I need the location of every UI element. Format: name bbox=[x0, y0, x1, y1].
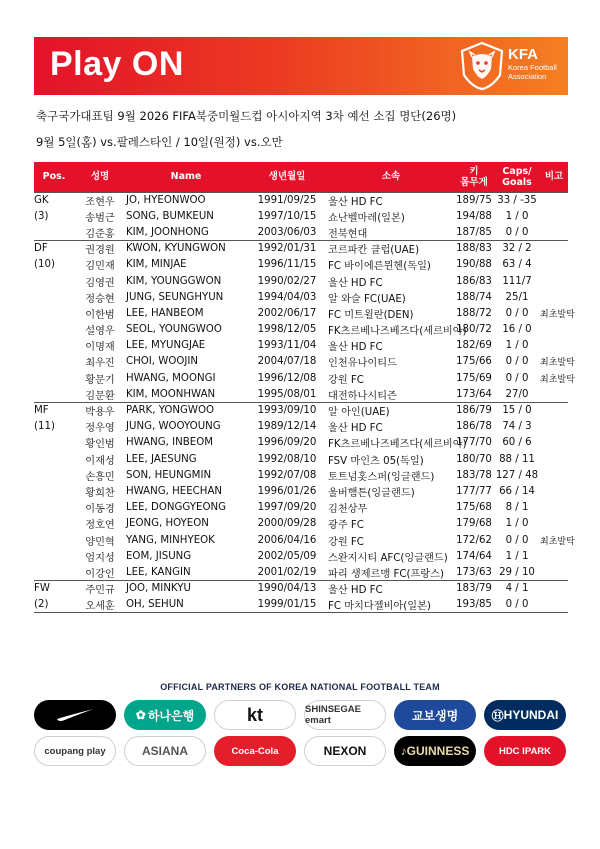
caps-goals-cell: 1 / 0 bbox=[505, 518, 529, 530]
name-cell: SON, HEUNGMIN bbox=[126, 469, 212, 481]
dob-cell: 2002/05/09 bbox=[257, 550, 317, 562]
dob-cell: 2001/02/19 bbox=[257, 566, 317, 578]
korean-name-cell: 이재성 bbox=[85, 455, 115, 467]
col-height-weight bbox=[454, 162, 494, 192]
position-cell: MF bbox=[34, 402, 74, 418]
caps-goals-cell: 88 / 11 bbox=[499, 453, 535, 465]
caps-goals-cell: 33 / -35 bbox=[494, 192, 540, 208]
kfa-name-line1: Korea Football bbox=[508, 63, 557, 72]
note-cell: 최초발탁 bbox=[540, 358, 575, 369]
height-weight-cell: 175/68 bbox=[456, 502, 492, 514]
height-weight-cell: 194/88 bbox=[456, 210, 492, 222]
nike-swoosh-icon bbox=[55, 707, 95, 723]
name-cell: KIM, MOONHWAN bbox=[126, 388, 216, 400]
korean-name-cell: 엄지성 bbox=[85, 552, 115, 564]
note-cell bbox=[540, 208, 568, 224]
note-cell bbox=[540, 241, 568, 257]
guinness-harp-icon: ♪ bbox=[400, 744, 407, 758]
korean-name-cell: 황문기 bbox=[85, 374, 115, 386]
note-cell bbox=[540, 386, 568, 402]
name-cell: SEOL, YOUNGWOO bbox=[126, 324, 222, 336]
club-cell: 대전하나시티즌 bbox=[328, 390, 397, 402]
partner-logo bbox=[124, 736, 206, 766]
club-cell: 강원 FC bbox=[328, 374, 364, 386]
caps-goals-cell: 66 / 14 bbox=[499, 485, 535, 497]
club-cell: 김천상무 bbox=[328, 504, 368, 516]
table-row bbox=[34, 467, 568, 483]
name-cell: SONG, BUMKEUN bbox=[126, 210, 214, 222]
table-row bbox=[34, 208, 568, 224]
position-cell: DF bbox=[34, 241, 74, 257]
korean-name-cell: 이한범 bbox=[85, 309, 115, 321]
club-cell: FC 미트윌란(DEN) bbox=[328, 309, 414, 321]
position-cell: GK bbox=[34, 192, 74, 208]
club-cell: 울산 HD FC bbox=[328, 423, 383, 435]
position-cell: FW bbox=[34, 581, 74, 597]
partner-label: HYUNDAI bbox=[503, 708, 559, 722]
position-cell bbox=[34, 467, 74, 483]
name-cell: YANG, MINHYEOK bbox=[126, 534, 215, 546]
table-row bbox=[34, 402, 568, 418]
height-weight-cell: 186/79 bbox=[454, 402, 494, 418]
note-cell bbox=[540, 192, 568, 208]
caps-goals-cell: 15 / 0 bbox=[494, 402, 540, 418]
caps-goals-cell: 0 / 0 bbox=[494, 597, 540, 613]
club-cell: 울산 HD FC bbox=[328, 342, 383, 354]
caps-goals-cell: 1 / 0 bbox=[505, 210, 529, 222]
caps-goals-cell: 16 / 0 bbox=[502, 324, 532, 336]
korean-name-cell: 김문환 bbox=[85, 390, 115, 402]
club-cell: 전북현대 bbox=[328, 228, 368, 240]
dob-cell: 1995/08/01 bbox=[257, 388, 317, 400]
korean-name-cell: 최우진 bbox=[85, 358, 115, 370]
hyundai-icon: Ⓗ bbox=[491, 708, 504, 723]
club-cell: 토트넘홋스퍼(잉글랜드) bbox=[328, 471, 435, 483]
korean-name-cell: 김민재 bbox=[85, 261, 115, 273]
club-cell: FC 바이에른뮌헨(독일) bbox=[328, 261, 431, 273]
position-cell bbox=[34, 516, 74, 532]
partner-logo bbox=[304, 700, 386, 730]
dob-cell: 1996/11/15 bbox=[257, 259, 317, 271]
note-cell bbox=[540, 289, 568, 305]
korean-name-cell: 이동경 bbox=[85, 504, 115, 516]
note-cell bbox=[540, 483, 568, 499]
table-row bbox=[34, 192, 568, 208]
partner-label: 교보생명 bbox=[411, 708, 459, 723]
height-weight-cell: 175/66 bbox=[456, 356, 492, 368]
height-weight-cell: 177/70 bbox=[456, 437, 492, 449]
height-weight-cell: 180/70 bbox=[456, 453, 492, 465]
table-row bbox=[34, 435, 568, 451]
caps-goals-cell: 127 / 48 bbox=[495, 469, 539, 481]
partner-label: Coca-Cola bbox=[231, 745, 279, 757]
club-cell: 인천유나이티드 bbox=[328, 358, 397, 370]
note-cell bbox=[540, 322, 568, 338]
name-cell: EOM, JISUNG bbox=[126, 550, 192, 562]
caps-goals-cell: 4 / 1 bbox=[494, 581, 540, 597]
club-cell: FSV 마인츠 05(독일) bbox=[328, 455, 424, 467]
partner-label: GUINNESS bbox=[406, 744, 470, 758]
kfa-tiger-emblem-icon bbox=[458, 41, 506, 91]
caps-goals-cell: 74 / 3 bbox=[502, 421, 532, 433]
club-cell: 쇼난벨마레(일본) bbox=[328, 212, 405, 224]
table-row bbox=[34, 548, 568, 564]
height-weight-cell: 190/88 bbox=[456, 259, 492, 271]
partner-logo bbox=[124, 700, 206, 730]
note-cell bbox=[540, 581, 568, 597]
dob-cell: 2000/09/28 bbox=[257, 518, 317, 530]
korean-name-cell: 황희찬 bbox=[85, 487, 115, 499]
korean-name-cell: 정승현 bbox=[85, 293, 115, 305]
caps-goals-cell: 0 / 0 bbox=[505, 356, 529, 368]
dob-cell: 1992/08/10 bbox=[257, 453, 317, 465]
height-weight-cell: 188/74 bbox=[456, 291, 492, 303]
dob-cell: 1999/01/15 bbox=[246, 597, 328, 613]
note-cell bbox=[540, 338, 568, 354]
dob-cell: 1992/07/08 bbox=[257, 469, 317, 481]
dob-cell: 1991/09/25 bbox=[246, 192, 328, 208]
club-cell: 울버햄튼(잉글랜드) bbox=[328, 487, 415, 499]
partner-logo bbox=[34, 700, 116, 730]
table-row bbox=[34, 451, 568, 467]
height-weight-cell: 188/72 bbox=[456, 307, 492, 319]
korean-name-cell: 정우영 bbox=[85, 423, 115, 435]
position-cell bbox=[34, 305, 74, 321]
table-row bbox=[34, 532, 568, 548]
partner-logo bbox=[214, 700, 296, 730]
name-cell: OH, SEHUN bbox=[126, 597, 246, 613]
note-cell: 최초발탁 bbox=[540, 374, 575, 385]
name-cell: LEE, MYUNGJAE bbox=[126, 340, 206, 352]
club-cell: 코르파칸 클럽(UAE) bbox=[328, 241, 454, 257]
position-cell bbox=[34, 322, 74, 338]
name-cell: LEE, HANBEOM bbox=[126, 307, 204, 319]
table-row bbox=[34, 370, 568, 386]
partner-label: SHINSEGAE emart bbox=[305, 704, 361, 726]
height-weight-cell: 173/63 bbox=[456, 566, 492, 578]
hana-bank-icon: ✿ bbox=[135, 708, 146, 722]
roster-body bbox=[34, 192, 575, 613]
note-cell bbox=[540, 419, 568, 435]
korean-name-cell: 양민혁 bbox=[85, 536, 115, 548]
position-cell bbox=[34, 483, 74, 499]
note-cell: 최초발탁 bbox=[540, 536, 575, 547]
name-cell: JUNG, WOOYOUNG bbox=[126, 421, 221, 433]
col-height-label: 키 bbox=[469, 165, 479, 177]
caps-goals-cell: 32 / 2 bbox=[494, 241, 540, 257]
table-row bbox=[34, 564, 568, 580]
name-cell: PARK, YONGWOO bbox=[126, 402, 246, 418]
table-row bbox=[34, 241, 568, 257]
squad-title: 축구국가대표팀 9월 2026 FIFA북중미월드컵 아시아지역 3차 예선 소집 명단(26명) bbox=[36, 109, 457, 123]
col-name: Name bbox=[126, 162, 246, 192]
position-cell bbox=[34, 500, 74, 516]
club-cell: 울산 HD FC bbox=[328, 277, 383, 289]
note-cell bbox=[540, 451, 568, 467]
club-cell: FC 마치다젤비아(일본) bbox=[328, 597, 454, 613]
kfa-name-line2: Association bbox=[508, 72, 547, 81]
name-cell: KWON, KYUNGWON bbox=[126, 241, 246, 257]
position-cell: (10) bbox=[34, 259, 55, 271]
height-weight-cell: 183/79 bbox=[454, 581, 494, 597]
name-cell: KIM, YOUNGGWON bbox=[126, 275, 222, 287]
table-row bbox=[34, 386, 568, 402]
caps-goals-cell: 0 / 0 bbox=[505, 534, 529, 546]
caps-goals-cell: 25/1 bbox=[505, 291, 529, 303]
name-cell: LEE, DONGGYEONG bbox=[126, 502, 226, 514]
height-weight-cell: 183/78 bbox=[456, 469, 492, 481]
note-cell bbox=[540, 402, 568, 418]
club-cell: FK츠르베나즈베즈다(세르비아) bbox=[328, 326, 467, 338]
korean-name-cell: 이명재 bbox=[85, 342, 115, 354]
dob-cell: 1993/09/10 bbox=[246, 402, 328, 418]
partner-logo bbox=[34, 736, 116, 766]
korean-name-cell: 조현우 bbox=[74, 192, 126, 208]
korean-name-cell: 주민규 bbox=[74, 581, 126, 597]
korean-name-cell: 황인범 bbox=[85, 439, 115, 451]
note-cell bbox=[540, 548, 568, 564]
partners-title: OFFICIAL PARTNERS OF KOREA NATIONAL FOOTBALL TEAM bbox=[160, 682, 440, 692]
position-cell bbox=[34, 386, 74, 402]
table-row bbox=[34, 419, 568, 435]
club-cell: 강원 FC bbox=[328, 536, 364, 548]
note-cell bbox=[540, 564, 568, 580]
col-caps-label: Caps/ bbox=[502, 165, 532, 177]
caps-goals-cell: 0 / 0 bbox=[505, 307, 529, 319]
name-cell: JEONG, HOYEON bbox=[126, 518, 209, 530]
note-cell bbox=[540, 257, 568, 273]
height-weight-cell: 173/64 bbox=[456, 388, 492, 400]
note-cell bbox=[540, 500, 568, 516]
table-row bbox=[34, 224, 568, 240]
header-banner bbox=[34, 37, 568, 95]
dob-cell: 2004/07/18 bbox=[257, 356, 317, 368]
club-cell: 알 아인(UAE) bbox=[328, 402, 454, 418]
club-cell: 울산 HD FC bbox=[328, 581, 454, 597]
height-weight-cell: 189/75 bbox=[454, 192, 494, 208]
position-cell bbox=[34, 435, 74, 451]
club-cell: 파리 생제르맹 FC(프랑스) bbox=[328, 568, 444, 580]
name-cell: JOO, MINKYU bbox=[126, 581, 246, 597]
caps-goals-cell: 27/0 bbox=[505, 388, 529, 400]
korean-name-cell: 정호연 bbox=[85, 520, 115, 532]
height-weight-cell: 187/85 bbox=[456, 226, 492, 238]
dob-cell: 1992/01/31 bbox=[246, 241, 328, 257]
dob-cell: 1996/01/26 bbox=[257, 485, 317, 497]
height-weight-cell: 193/85 bbox=[454, 597, 494, 613]
height-weight-cell: 180/72 bbox=[456, 324, 492, 336]
col-korean-name: 성명 bbox=[74, 162, 126, 192]
position-cell bbox=[34, 532, 74, 548]
name-cell: HWANG, INBEOM bbox=[126, 437, 213, 449]
position-cell bbox=[34, 273, 74, 289]
name-cell: KIM, MINJAE bbox=[126, 259, 187, 271]
dob-cell: 2003/06/03 bbox=[257, 226, 317, 238]
dob-cell: 1989/12/14 bbox=[257, 421, 317, 433]
caps-goals-cell: 29 / 10 bbox=[499, 566, 535, 578]
dob-cell: 2006/04/16 bbox=[257, 534, 317, 546]
korean-name-cell: 김준홍 bbox=[85, 228, 115, 240]
position-cell bbox=[34, 370, 74, 386]
name-cell: JUNG, SEUNGHYUN bbox=[126, 291, 224, 303]
dob-cell: 1998/12/05 bbox=[257, 324, 317, 336]
dob-cell: 1996/12/08 bbox=[257, 372, 317, 384]
name-cell: LEE, JAESUNG bbox=[126, 453, 197, 465]
name-cell: HWANG, HEECHAN bbox=[126, 485, 223, 497]
banner-title: Play ON bbox=[50, 45, 184, 83]
note-cell bbox=[540, 435, 568, 451]
col-goals-label: Goals bbox=[502, 176, 532, 188]
partner-logo bbox=[214, 736, 296, 766]
table-row bbox=[34, 516, 568, 532]
table-row bbox=[34, 483, 568, 499]
club-cell: FK츠르베나즈베즈다(세르비아) bbox=[328, 439, 467, 451]
partner-label: NEXON bbox=[323, 744, 367, 758]
height-weight-cell: 182/69 bbox=[456, 340, 492, 352]
dob-cell: 1993/11/04 bbox=[257, 340, 317, 352]
name-cell: LEE, KANGIN bbox=[126, 566, 191, 578]
partner-logo bbox=[394, 736, 476, 766]
dob-cell: 1997/09/20 bbox=[257, 502, 317, 514]
note-cell bbox=[540, 273, 568, 289]
partner-label: 하나은행 bbox=[147, 708, 195, 723]
table-row bbox=[34, 500, 568, 516]
name-cell: HWANG, MOONGI bbox=[126, 372, 216, 384]
col-weight-label: 몸무게 bbox=[460, 176, 488, 188]
height-weight-cell: 186/83 bbox=[456, 275, 492, 287]
dob-cell: 1997/10/15 bbox=[257, 210, 317, 222]
height-weight-cell: 172/62 bbox=[456, 534, 492, 546]
korean-name-cell: 오세훈 bbox=[74, 597, 126, 613]
club-cell: 알 와슬 FC(UAE) bbox=[328, 293, 406, 305]
name-cell: JO, HYEONWOO bbox=[126, 192, 246, 208]
position-cell bbox=[34, 564, 74, 580]
partner-logo bbox=[484, 700, 566, 730]
korean-name-cell: 권경원 bbox=[74, 241, 126, 257]
korean-name-cell: 손흥민 bbox=[85, 471, 115, 483]
caps-goals-cell: 1 / 0 bbox=[505, 340, 529, 352]
table-row bbox=[34, 338, 568, 354]
table-row bbox=[34, 322, 568, 338]
position-cell: (3) bbox=[34, 210, 49, 222]
korean-name-cell: 박용우 bbox=[74, 402, 126, 418]
partner-label: kt bbox=[246, 704, 263, 725]
dob-cell: 1990/04/13 bbox=[246, 581, 328, 597]
partner-logo bbox=[394, 700, 476, 730]
club-cell: 스완지시티 AFC(잉글랜드) bbox=[328, 552, 448, 564]
name-cell: KIM, JOONHONG bbox=[126, 226, 209, 238]
position-cell: (2) bbox=[34, 597, 74, 613]
position-cell bbox=[34, 548, 74, 564]
table-row bbox=[34, 354, 568, 370]
position-cell bbox=[34, 451, 74, 467]
club-cell: 광주 FC bbox=[328, 520, 364, 532]
position-cell bbox=[34, 224, 74, 240]
dob-cell: 2002/06/17 bbox=[257, 307, 317, 319]
partner-logo bbox=[304, 736, 386, 766]
table-row bbox=[34, 581, 568, 597]
note-cell bbox=[540, 597, 568, 613]
position-cell bbox=[34, 354, 74, 370]
caps-goals-cell: 63 / 4 bbox=[502, 259, 532, 271]
height-weight-cell: 175/69 bbox=[456, 372, 492, 384]
match-schedule: 9월 5일(홈) vs.팔레스타인 / 10일(원정) vs.오만 bbox=[36, 135, 283, 149]
table-row bbox=[34, 305, 568, 321]
caps-goals-cell: 0 / 0 bbox=[505, 372, 529, 384]
partner-label: coupang play bbox=[44, 745, 106, 757]
caps-goals-cell: 8 / 1 bbox=[505, 502, 529, 514]
position-cell bbox=[34, 338, 74, 354]
table-row bbox=[34, 273, 568, 289]
height-weight-cell: 177/77 bbox=[456, 485, 492, 497]
korean-name-cell: 김영권 bbox=[85, 277, 115, 289]
table-row bbox=[34, 257, 568, 273]
col-dob: 생년월일 bbox=[246, 162, 328, 192]
partner-label: HDC IPARK bbox=[498, 745, 552, 757]
note-cell bbox=[540, 516, 568, 532]
roster-table bbox=[34, 162, 575, 613]
dob-cell: 1990/02/27 bbox=[257, 275, 317, 287]
col-pos: Pos. bbox=[34, 162, 74, 192]
korean-name-cell: 송범근 bbox=[85, 212, 115, 224]
table-header-row bbox=[34, 162, 568, 192]
korean-name-cell: 설영우 bbox=[85, 326, 115, 338]
dob-cell: 1996/09/20 bbox=[257, 437, 317, 449]
height-weight-cell: 179/68 bbox=[456, 518, 492, 530]
col-note: 비고 bbox=[540, 162, 568, 192]
partner-label: ASIANA bbox=[141, 744, 188, 758]
note-cell: 최초발탁 bbox=[540, 309, 575, 320]
kfa-wordmark bbox=[508, 47, 557, 81]
note-cell bbox=[540, 467, 568, 483]
height-weight-cell: 186/78 bbox=[456, 421, 492, 433]
col-caps-goals bbox=[494, 162, 540, 192]
position-cell: (11) bbox=[34, 421, 55, 433]
caps-goals-cell: 1 / 1 bbox=[505, 550, 529, 562]
position-cell bbox=[34, 289, 74, 305]
club-cell: 울산 HD FC bbox=[328, 192, 454, 208]
dob-cell: 1994/04/03 bbox=[257, 291, 317, 303]
kfa-abbr: KFA bbox=[508, 46, 538, 63]
name-cell: CHOI, WOOJIN bbox=[126, 356, 199, 368]
korean-name-cell: 이강인 bbox=[85, 568, 115, 580]
table-row bbox=[34, 289, 568, 305]
col-club: 소속 bbox=[328, 162, 454, 192]
partner-logo bbox=[484, 736, 566, 766]
caps-goals-cell: 60 / 6 bbox=[502, 437, 532, 449]
height-weight-cell: 174/64 bbox=[456, 550, 492, 562]
height-weight-cell: 188/83 bbox=[454, 241, 494, 257]
table-row bbox=[34, 597, 568, 613]
caps-goals-cell: 0 / 0 bbox=[505, 226, 529, 238]
caps-goals-cell: 111/7 bbox=[502, 275, 532, 287]
note-cell bbox=[540, 224, 568, 240]
